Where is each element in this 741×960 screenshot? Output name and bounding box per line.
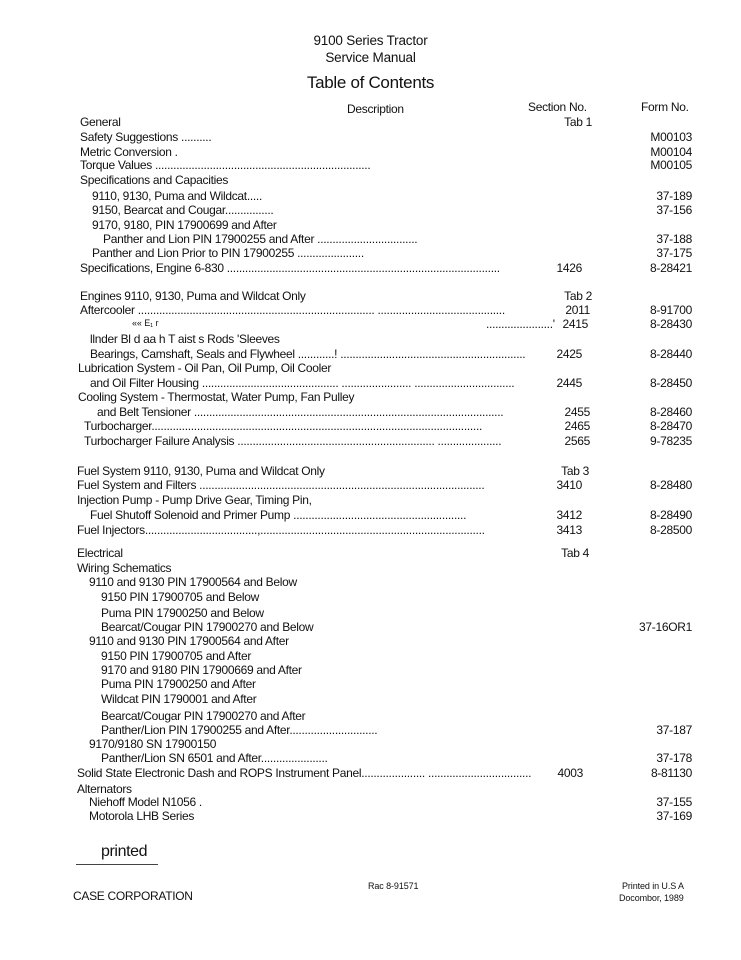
toc-entry: Motorola LHB Series <box>89 809 195 823</box>
toc-entry: Wildcat PIN 1790001 and After <box>101 692 257 706</box>
toc-section-number: Tab 3 <box>561 464 589 478</box>
toc-form-number: 37-187 <box>656 723 692 737</box>
toc-entry: Turbocharger............................................................................................................. <box>84 419 483 433</box>
page-title: Table of Contents <box>306 73 435 92</box>
toc-form-number: 37-156 <box>656 203 692 217</box>
toc-form-number: 37-178 <box>656 751 692 765</box>
print-date: Docombor, 1989 <box>619 893 684 903</box>
column-header-form: Form No. <box>641 100 689 114</box>
toc-entry: General <box>80 115 121 129</box>
toc-form-number: 37-155 <box>656 795 692 809</box>
toc-section-number: 2565 <box>564 434 590 448</box>
toc-form-number: 37-175 <box>656 246 692 260</box>
toc-entry: llnder Bl d aa h T aist s Rods 'Sleeves <box>90 332 280 346</box>
toc-entry: Fuel Shutoff Solenoid and Primer Pump ......................................................... <box>90 508 467 522</box>
toc-entry: Cooling System - Thermostat, Water Pump, Fan Pulley <box>78 390 355 404</box>
toc-entry: Bearcat/Cougar PIN 17900270 and Below <box>101 620 314 634</box>
toc-section-number: 3412 <box>556 508 582 522</box>
toc-section-number: Tab 2 <box>564 289 592 303</box>
toc-entry: Solid State Electronic Dash and ROPS Instrument Panel..................... .................................. <box>77 766 532 780</box>
toc-section-number: 1426 <box>556 261 582 275</box>
toc-entry: and Belt Tensioner ...................................................................................................... <box>97 405 504 419</box>
printed-stamp: printed <box>101 843 148 860</box>
stamp-underline <box>76 864 158 865</box>
toc-entry: Engines 9110, 9130, Puma and Wildcat Only <box>80 289 306 303</box>
toc-entry: Fuel System 9110, 9130, Puma and Wildcat Only <box>77 464 325 478</box>
toc-section-number: 2445 <box>556 376 582 390</box>
toc-section-number: Tab 1 <box>564 115 592 129</box>
toc-entry: Torque Values ....................................................................... <box>80 158 371 172</box>
toc-form-number: 37-188 <box>656 232 692 246</box>
toc-section-number: 2465 <box>564 419 590 433</box>
toc-entry: 9150, Bearcat and Cougar................ <box>92 203 274 217</box>
toc-entry: Panther/Lion PIN 17900255 and After............................. <box>101 723 378 737</box>
toc-form-number: 8-28450 <box>650 376 692 390</box>
toc-form-number: 8-28460 <box>650 405 692 419</box>
company-name: CASE CORPORATION <box>73 889 193 903</box>
toc-entry: Bearcat/Cougar PIN 17900270 and After <box>101 709 306 723</box>
toc-entry: 9150 PIN 17900705 and After <box>101 649 252 663</box>
toc-entry: Panther and Lion PIN 17900255 and After ................................. <box>103 232 418 246</box>
manual-subtitle: Service Manual <box>325 50 416 65</box>
toc-entry: Panther/Lion SN 6501 and After...................... <box>101 751 328 765</box>
toc-entry: Panther and Lion Prior to PIN 17900255 ...................... <box>92 246 364 260</box>
toc-form-number: 9-78235 <box>650 434 692 448</box>
toc-form-number: 8-91700 <box>650 303 692 317</box>
toc-entry: 9170 and 9180 PIN 17900669 and After <box>101 663 302 677</box>
manual-series-title: 9100 Series Tractor <box>313 33 428 48</box>
toc-form-number: M00104 <box>650 145 692 159</box>
toc-entry: Specifications, Engine 6-830 .......................................................................................... <box>80 261 500 275</box>
toc-entry: 9150 PIN 17900705 and Below <box>101 590 260 604</box>
toc-section-number: 3410 <box>556 478 582 492</box>
toc-entry: Puma PIN 17900250 and After <box>101 677 256 691</box>
toc-section-number: 3413 <box>556 523 582 537</box>
toc-entry: Metric Conversion . <box>80 145 178 159</box>
toc-entry: Alternators <box>77 782 132 796</box>
toc-form-number: 8-28480 <box>650 478 692 492</box>
printed-location: Printed in U.S A <box>622 881 684 891</box>
toc-section-number: Tab 4 <box>561 546 589 560</box>
toc-entry: Injection Pump - Pump Drive Gear, Timing Pin, <box>77 493 312 507</box>
toc-entry: Electrical <box>77 546 123 560</box>
toc-form-number: 8-28421 <box>650 261 692 275</box>
toc-entry: ......................' <box>486 317 555 331</box>
toc-form-number: 8-28440 <box>650 347 692 361</box>
toc-section-number: 2011 <box>565 303 590 317</box>
toc-section-number: 2425 <box>556 347 582 361</box>
toc-form-number: 8-28490 <box>650 508 692 522</box>
column-header-description: Description <box>347 102 404 116</box>
toc-entry: Turbocharger Failure Analysis ................................................................. ..................... <box>84 434 502 448</box>
toc-form-number: M00105 <box>650 158 692 172</box>
toc-section-number: 2415 <box>562 317 588 331</box>
toc-section-number: 4003 <box>557 766 583 780</box>
toc-entry: Aftercooler .............................................................................. .......................................... <box>80 303 505 317</box>
toc-entry: 9170/9180 SN 17900150 <box>89 737 217 751</box>
toc-entry: and Oil Filter Housing ............................................. ....................... ................................. <box>90 376 515 390</box>
toc-entry: «« E₁ r <box>132 318 159 328</box>
toc-entry: Safety Suggestions .......... <box>80 130 212 144</box>
toc-entry: 9110 and 9130 PIN 17900564 and After <box>89 634 289 648</box>
toc-form-number: 37-169 <box>656 809 692 823</box>
toc-entry: Fuel System and Filters .............................................................................................. <box>77 478 485 492</box>
toc-entry: Fuel Injectors.....................................,.......................................................................... <box>77 523 485 537</box>
toc-entry: Puma PIN 17900250 and Below <box>101 606 264 620</box>
toc-entry: Niehoff Model N1056 . <box>89 795 202 809</box>
reference-number: Rac 8-91571 <box>368 881 419 891</box>
toc-form-number: 8-81130 <box>650 766 692 780</box>
column-header-section: Section No. <box>528 100 587 114</box>
toc-entry: 9110 and 9130 PIN 17900564 and Below <box>89 575 297 589</box>
toc-form-number: 8-28430 <box>650 317 692 331</box>
toc-form-number: 37-16OR1 <box>639 620 692 634</box>
toc-section-number: 2455 <box>564 405 590 419</box>
toc-entry: 9170, 9180, PIN 17900699 and After <box>92 218 277 232</box>
toc-entry: Lubrication System - Oil Pan, Oil Pump, Oil Cooler <box>78 361 332 375</box>
toc-form-number: M00103 <box>650 130 692 144</box>
toc-entry: 9110, 9130, Puma and Wildcat..... <box>92 189 262 203</box>
toc-form-number: 8-28470 <box>650 419 692 433</box>
toc-form-number: 37-189 <box>656 189 692 203</box>
toc-form-number: 8-28500 <box>650 523 692 537</box>
toc-entry: Wiring Schematics <box>77 561 172 575</box>
toc-entry: Bearings, Camshaft, Seals and Flywheel ............! ............................................................. <box>90 347 526 361</box>
toc-entry: Specifications and Capacities <box>80 173 229 187</box>
